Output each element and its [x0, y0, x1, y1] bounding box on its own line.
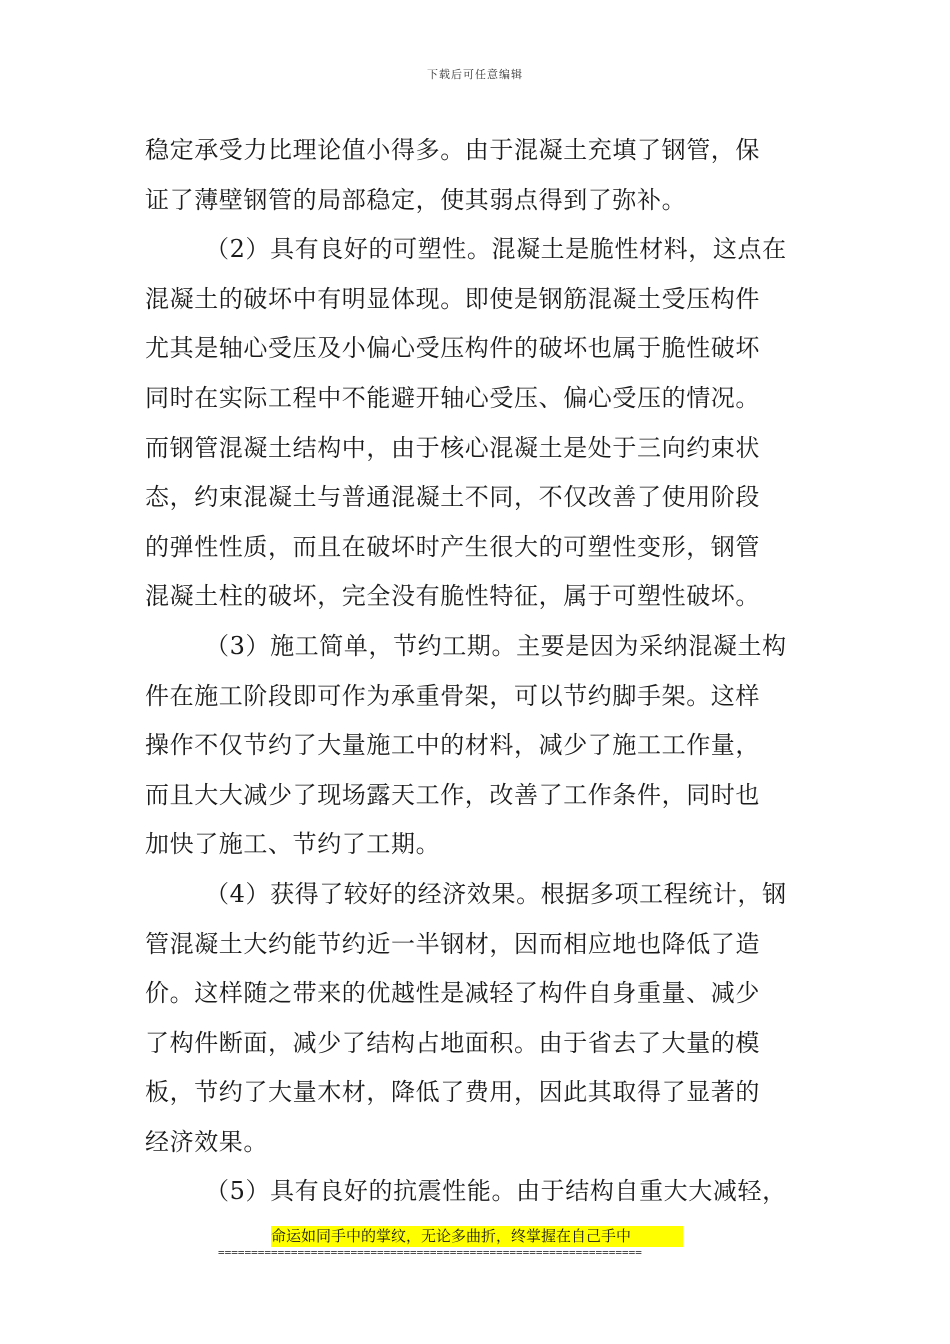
text-line: 板，节约了大量木材，降低了费用，因此其取得了显著的: [145, 1078, 760, 1107]
text-line: 加快了施工、节约了工期。: [145, 830, 441, 859]
paragraph-first-line: （3）施工简单，节约工期。主要是因为采纳混凝土构: [205, 631, 787, 660]
text-line: 价。这样随之带来的优越性是减轻了构件自身重量、减少: [145, 979, 760, 1008]
paragraph-first-line: （4）获得了较好的经济效果。根据多项工程统计，钢: [205, 879, 787, 908]
text-line: 了构件断面，减少了结构占地面积。由于省去了大量的模: [145, 1028, 760, 1057]
text-line: 尤其是轴心受压及小偏心受压构件的破坏也属于脆性破坏: [145, 334, 760, 363]
document-body: [145, 126, 810, 1217]
footer-banner: 命运如同手中的掌纹，无论多曲折，终掌握在自己手中: [271, 1226, 683, 1247]
text-line: 态，约束混凝土与普通混凝土不同，不仅改善了使用阶段: [145, 483, 760, 512]
text-line: 操作不仅节约了大量施工中的材料，减少了施工工作量，: [145, 731, 760, 760]
text-line: 而且大大减少了现场露天工作，改善了工作条件，同时也: [145, 780, 760, 809]
page-header: 下载后可任意编辑: [427, 68, 523, 81]
text-line: 管混凝土大约能节约近一半钢材，因而相应地也降低了造: [145, 929, 760, 958]
text-line: 混凝土柱的破坏，完全没有脆性特征，属于可塑性破坏。: [145, 582, 760, 611]
text-line: 同时在实际工程中不能避开轴心受压、偏心受压的情况。: [145, 383, 760, 412]
text-line: 混凝土的破坏中有明显体现。即使是钢筋混凝土受压构件: [145, 284, 760, 313]
text-line: 而钢管混凝土结构中，由于核心混凝土是处于三向约束状: [145, 433, 760, 462]
paragraph-first-line: （5）具有良好的抗震性能。由于结构自重大大减轻，: [205, 1177, 787, 1206]
text-line: 稳定承受力比理论值小得多。由于混凝土充填了钢管，保: [145, 136, 760, 164]
text-line: 证了薄壁钢管的局部稳定，使其弱点得到了弥补。: [145, 185, 687, 214]
footer-rule: ================================================================: [218, 1246, 642, 1259]
paragraph-first-line: （2）具有良好的可塑性。混凝土是脆性材料，这点在: [205, 235, 787, 264]
text-line: 的弹性性质，而且在破坏时产生很大的可塑性变形，钢管: [145, 532, 760, 561]
text-line: 件在施工阶段即可作为承重骨架，可以节约脚手架。这样: [145, 681, 760, 710]
text-line: 经济效果。: [145, 1127, 268, 1156]
